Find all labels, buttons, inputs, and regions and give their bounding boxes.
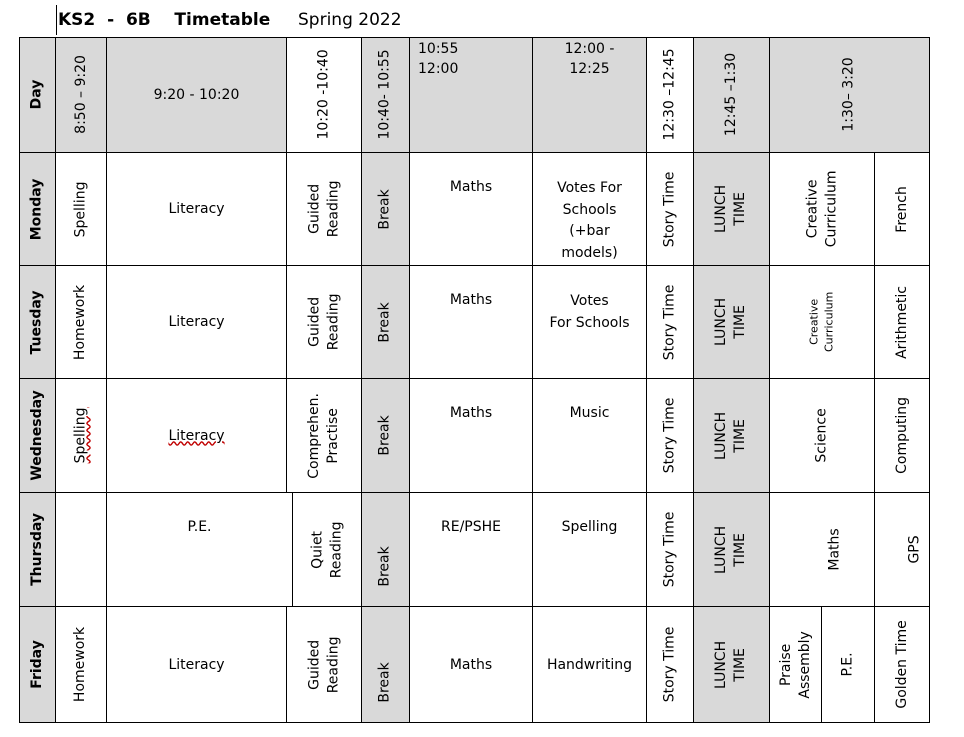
- monday-slot-6-label: Votes For Schools (+bar models): [557, 180, 622, 262]
- thursday-slot-5: [410, 493, 533, 607]
- tuesday-slot-5-label: Maths: [449, 292, 493, 308]
- thursday-slot-10-label: GPS: [906, 535, 923, 564]
- friday-slot-5: [410, 607, 533, 723]
- header-slot-6-label: 12:00 - 12:25: [564, 41, 615, 78]
- day-friday: [19, 607, 56, 723]
- tuesday-slot-6-label: Votes For Schools: [549, 293, 630, 331]
- header-slot-8-label: 12:45 –1:30: [723, 52, 740, 137]
- wednesday-slot-10-label: Computing: [893, 397, 910, 474]
- tuesday-slot-1: [56, 266, 107, 379]
- header-slot-5: [410, 37, 533, 153]
- wednesday-slot-7: [647, 379, 694, 493]
- monday-slot-9-label: Creative Curriculum: [804, 170, 839, 248]
- monday-slot-3-label: Guided Reading: [306, 180, 341, 238]
- wednesday-slot-2-label: Literacy: [168, 427, 225, 444]
- friday-slot-7-label: Story Time: [661, 626, 678, 703]
- wednesday-slot-9: [770, 379, 875, 493]
- wednesday-slot-8-label: LUNCH TIME: [713, 411, 749, 460]
- header-slot-4-label: 10:40- 10:55: [377, 49, 394, 140]
- friday-slot-8: [694, 607, 770, 723]
- day-thursday: [19, 493, 56, 607]
- friday-slot-4: [362, 607, 410, 723]
- monday-slot-4-label: Break: [377, 188, 394, 230]
- thursday-slot-3-label: Quiet Reading: [309, 521, 344, 578]
- day-tuesday: [19, 266, 56, 379]
- monday-slot-5-label: Maths: [449, 179, 493, 195]
- header-slot-3: [287, 37, 362, 153]
- monday-slot-1-label: Spelling: [72, 181, 89, 237]
- tuesday-slot-2-label: Literacy: [168, 314, 225, 330]
- term-label: Spring 2022: [298, 10, 402, 30]
- monday-slot-10-label: French: [893, 185, 910, 233]
- thursday-slot-1: [56, 493, 107, 607]
- tuesday-slot-3-label: Guided Reading: [306, 293, 341, 351]
- friday-slot-7: [647, 607, 694, 723]
- wednesday-slot-1-label: Spelling: [72, 407, 89, 464]
- friday-slot-2: [107, 607, 287, 723]
- wednesday-slot-10: [875, 379, 930, 493]
- thursday-slot-7-label: Story Time: [661, 511, 678, 588]
- header-slot-9: [770, 37, 930, 153]
- monday-slot-9: [770, 153, 875, 266]
- tuesday-slot-5: [410, 266, 533, 379]
- thursday-slot-10: [875, 493, 930, 607]
- monday-slot-10: [875, 153, 930, 266]
- monday-slot-5: [410, 153, 533, 266]
- header-slot-1: [56, 37, 107, 153]
- header-slot-7-label: 12:30 –12:45: [661, 48, 678, 141]
- wednesday-slot-3: [287, 379, 362, 493]
- header-slot-3-label: 10:20 -10:40: [315, 49, 332, 140]
- friday-slot-9b: [822, 607, 875, 723]
- day-friday-label: Friday: [28, 640, 45, 689]
- tuesday-slot-8-label: LUNCH TIME: [713, 297, 749, 347]
- thursday-slot-4: [362, 493, 410, 607]
- day-monday-label: Monday: [28, 178, 45, 240]
- friday-slot-1-label: Homework: [72, 626, 89, 703]
- page-title: KS2 - 6B Timetable: [58, 10, 271, 30]
- header-slot-9-label: 1:30– 3:20: [841, 57, 858, 132]
- tuesday-slot-4: [362, 266, 410, 379]
- wednesday-slot-9-label: Science: [813, 408, 830, 463]
- friday-slot-9b-label: P.E.: [839, 652, 856, 677]
- tuesday-slot-2: [107, 266, 287, 379]
- wednesday-slot-8: [694, 379, 770, 493]
- wednesday-slot-5-label: Maths: [449, 405, 493, 421]
- tuesday-slot-6: [533, 266, 647, 379]
- header-slot-5-label: 10:55 12:00: [418, 41, 459, 78]
- friday-slot-5-label: Maths: [449, 656, 493, 673]
- friday-slot-3: [287, 607, 362, 723]
- friday-slot-9a: [770, 607, 822, 723]
- monday-slot-1: [56, 153, 107, 266]
- wednesday-slot-4-label: Break: [377, 415, 394, 456]
- header-slot-6: [533, 37, 647, 153]
- day-wednesday: [19, 379, 56, 493]
- tuesday-slot-7: [647, 266, 694, 379]
- title-cursor-line: [56, 5, 57, 35]
- friday-slot-6: [533, 607, 647, 723]
- tuesday-slot-9: [770, 266, 875, 379]
- monday-slot-8: [694, 153, 770, 266]
- tuesday-slot-7-label: Story Time: [661, 284, 678, 360]
- wednesday-slot-3-label: Comprehen. Practise: [306, 392, 341, 479]
- wednesday-slot-2: [107, 379, 287, 493]
- monday-slot-2-label: Literacy: [168, 201, 225, 217]
- header-slot-8: [694, 37, 770, 153]
- tuesday-slot-9-label: Creative Curriculum: [807, 291, 835, 353]
- day-tuesday-label: Tuesday: [28, 290, 45, 354]
- tuesday-slot-10: [875, 266, 930, 379]
- friday-slot-3-label: Guided Reading: [306, 636, 341, 693]
- wednesday-slot-5: [410, 379, 533, 493]
- header-day-label: Day: [28, 79, 45, 110]
- friday-slot-9a-label: Praise Assembly: [777, 630, 813, 699]
- monday-slot-7-label: Story Time: [661, 171, 678, 247]
- friday-slot-2-label: Literacy: [168, 656, 225, 673]
- thursday-slot-8: [694, 493, 770, 607]
- monday-slot-6: [533, 153, 647, 266]
- header-slot-4: [362, 37, 410, 153]
- friday-slot-10-label: Golden Time: [893, 620, 910, 709]
- wednesday-slot-7-label: Story Time: [661, 397, 678, 474]
- wednesday-slot-6: [533, 379, 647, 493]
- monday-slot-3: [287, 153, 362, 266]
- tuesday-slot-1-label: Homework: [72, 284, 89, 360]
- friday-slot-6-label: Handwriting: [546, 656, 633, 673]
- thursday-slot-7: [647, 493, 694, 607]
- day-monday: [19, 153, 56, 266]
- thursday-slot-4-label: Break: [377, 546, 394, 587]
- friday-slot-4-label: Break: [377, 662, 394, 703]
- header-slot-1-label: 8:50 – 9:20: [72, 55, 89, 134]
- friday-slot-8-label: LUNCH TIME: [713, 640, 749, 689]
- thursday-slot-5-label: RE/PSHE: [441, 519, 501, 535]
- wednesday-slot-6-label: Music: [569, 405, 610, 421]
- header-day: [19, 37, 56, 153]
- thursday-slot-3: [293, 493, 362, 607]
- monday-slot-8-label: LUNCH TIME: [713, 184, 749, 234]
- header-slot-2-label: 9:20 - 10:20: [153, 86, 240, 103]
- tuesday-slot-3: [287, 266, 362, 379]
- tuesday-slot-10-label: Arithmetic: [893, 285, 910, 359]
- thursday-slot-9-label: Maths: [826, 528, 843, 571]
- day-thursday-label: Thursday: [28, 513, 45, 586]
- monday-slot-4: [362, 153, 410, 266]
- thursday-slot-9: [770, 493, 875, 607]
- monday-slot-2: [107, 153, 287, 266]
- day-wednesday-label: Wednesday: [28, 390, 45, 481]
- thursday-slot-2-label: P.E.: [187, 519, 212, 535]
- header-slot-2: [107, 37, 287, 153]
- monday-slot-7: [647, 153, 694, 266]
- thursday-slot-6: [533, 493, 647, 607]
- friday-slot-10: [875, 607, 930, 723]
- thursday-slot-2: [107, 493, 293, 607]
- friday-slot-1: [56, 607, 107, 723]
- thursday-slot-6-label: Spelling: [561, 519, 618, 535]
- thursday-slot-8-label: LUNCH TIME: [713, 525, 749, 574]
- wednesday-slot-4: [362, 379, 410, 493]
- header-slot-7: [647, 37, 694, 153]
- tuesday-slot-4-label: Break: [377, 301, 394, 343]
- tuesday-slot-8: [694, 266, 770, 379]
- wednesday-slot-1: [56, 379, 107, 493]
